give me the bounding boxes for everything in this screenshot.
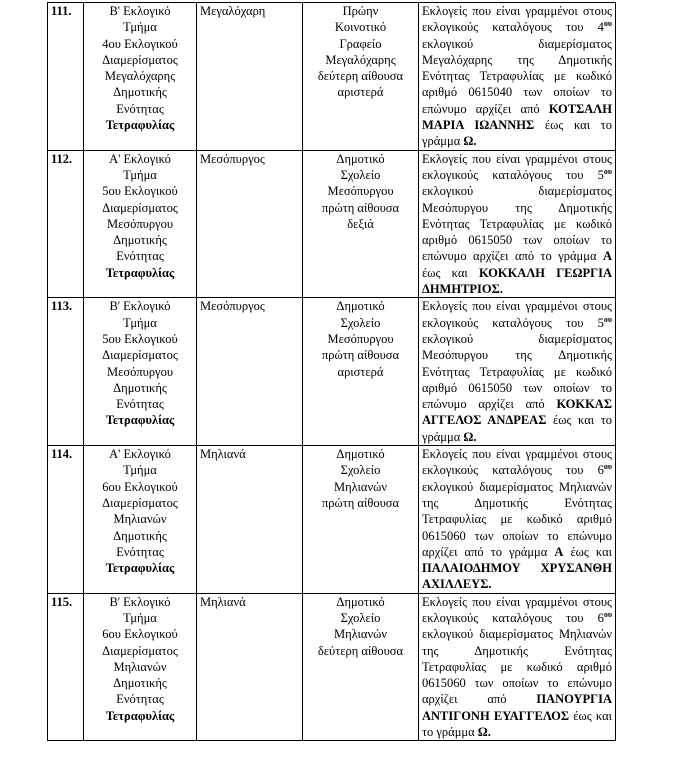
location-line: αριστερά [337,85,384,100]
section-line: Μεσόπυργου [106,364,174,379]
electoral-section-cell [84,150,197,298]
section-line: 6ου Εκλογικού [102,479,178,494]
section-line: Μηλιανών [113,659,167,674]
location-line: Πρώην [342,4,379,18]
ordinal-suffix: ου [603,166,612,176]
desc-text: εκλογικού διαμερίσματος Μεγαλόχαρης της Δημοτικής Ενότητας Τετραφυλίας με κωδικό αριθμό 0615040 των οποίων το επώνυμο αρχίζει από [422,36,612,116]
voters-description-cell [419,298,616,446]
location-line: δεύτερη αίθουσα [317,69,404,84]
surname-range-start: Α [554,544,564,559]
row-number: 115. [48,593,84,741]
section-line: Τμήμα [123,20,157,35]
location-line: Δημοτικό [336,447,385,462]
table-row [48,446,616,594]
location-line: Μεγαλόχαρης [325,52,396,67]
section-line: Μεσόπυργου [106,216,174,231]
ordinal-suffix: ου [603,462,612,472]
table-row [48,298,616,446]
voters-description-cell [419,150,616,298]
location-line: Μεσόπυργου [327,184,394,199]
voters-description-cell [419,446,616,594]
surname-range-end: Ω. [463,134,477,149]
location-line: Μηλιανών [333,627,387,642]
section-line: Διαμερίσματος [102,200,178,215]
section-line: 5ου Εκλογικού [102,184,178,199]
location-line: Σχολείο [340,610,381,625]
location-line: Γραφείο [339,36,382,51]
electoral-section-cell [84,298,197,446]
section-line: Δημοτικής [113,233,167,248]
location-cell [303,298,419,446]
desc-text: εκλογικού διαμερίσματος Μηλιανών της Δημοτικής Ενότητας Τετραφυλίας με κωδικό αριθμό 0615060 των οποίων το επώνυμο αρχίζει από το γράμμα [422,479,612,559]
section-unit-name: Τετραφυλίας [105,708,175,723]
section-unit-name: Τετραφυλίας [105,118,175,133]
location-line: Δημοτικό [336,299,385,314]
section-unit-name: Τετραφυλίας [105,265,175,280]
section-line: Β' Εκλογικό [109,299,171,314]
desc-text: εκλογικού διαμερίσματος Μεσόπυργου της Δημοτικής Ενότητας Τετραφυλίας με κωδικό αριθμό 0615050 των οποίων το επώνυμο αρχίζει από το γράμμα [422,184,612,264]
electoral-section-cell [84,446,197,594]
surname-range-end: Ω. [477,725,491,740]
desc-text: Εκλογείς που είναι γραμμένοι στους εκλογικούς καταλόγους του 5 [422,299,612,330]
section-line: Β' Εκλογικό [109,4,171,18]
row-number: 112. [48,150,84,298]
section-line: Δημοτικής [113,676,167,691]
location-cell [303,593,419,741]
desc-punctuation: . [499,282,503,297]
section-line: Δημοτικής [113,528,167,543]
location-line: Σχολείο [340,463,381,478]
section-line: Α' Εκλογικό [109,447,171,462]
section-line: Τμήμα [123,610,157,625]
area-cell: Μεσόπυργος [197,298,303,446]
desc-text: έως και το γράμμα [422,413,612,444]
surname-range-start: ΚΟΤΣΑΛΗ ΜΑΡΙΑ ΙΩΑΝΝΗΣ [422,101,612,133]
desc-text: εκλογικού διαμερίσματος Μηλιανών της Δημοτικής Ενότητας Τετραφυλίας με κωδικό αριθμό 0615060 των οποίων το επώνυμο αρχίζει από [422,627,612,707]
surname-range-start: ΠΑΝΟΥΡΓΙΑ ΑΝΤΙΓΟΝΗ ΕΥΑΓΓΕΛΟΣ [422,692,612,723]
surname-range-end: ΠΑΛΑΙΟΔΗΜΟΥ ΧΡΥΣΑΝΘΗ ΑΧΙΛΛΕΥΣ [422,561,612,592]
polling-stations-table [47,2,616,741]
row-number: 114. [48,446,84,594]
location-line: Σχολείο [340,315,381,330]
section-line: 5ου Εκλογικού [102,331,178,346]
desc-text: έως και το γράμμα [422,118,612,149]
location-line: Δημοτικό [336,594,385,609]
section-line: Ενότητας [116,249,164,264]
section-line: Ενότητας [116,101,164,116]
location-line: Δημοτικό [336,151,385,166]
area-cell: Μηλιανά [197,446,303,594]
location-line: πρώτη αίθουσα [321,495,400,510]
section-line: Ενότητας [116,397,164,412]
desc-text: έως και το γράμμα [422,708,613,740]
surname-range-start: Α [602,249,612,264]
section-line: Μηλιανών [113,512,167,527]
surname-range-end: ΚΟΚΚΑΛΗ ΓΕΩΡΓΙΑ ΔΗΜΗΤΡΙΟΣ [422,265,612,297]
ordinal-suffix: ου [603,19,612,29]
electoral-section-cell [84,593,197,741]
section-line: Διαμερίσματος [102,643,178,658]
row-number: 111. [48,3,84,151]
section-unit-name: Τετραφυλίας [105,561,175,576]
section-line: Τμήμα [123,315,157,330]
location-line: Μεσόπυργου [327,331,394,346]
location-cell [303,150,419,298]
desc-text: έως και [422,265,468,280]
table-row [48,593,616,741]
section-line: Διαμερίσματος [102,52,178,67]
table-row [48,150,616,298]
ordinal-suffix: ου [603,609,612,619]
desc-text: Εκλογείς που είναι γραμμένοι στους εκλογικούς καταλόγους του 4 [422,4,612,35]
voters-description-cell [419,3,616,151]
desc-text: έως και [570,544,613,559]
location-line: πρώτη αίθουσα [321,348,400,363]
location-line: δεξιά [347,216,374,231]
location-line: Μηλιανών [333,479,387,494]
location-line: πρώτη αίθουσα [321,200,400,215]
area-cell: Μηλιανά [197,593,303,741]
location-cell [303,3,419,151]
voters-description-cell [419,593,616,741]
desc-text: εκλογικού διαμερίσματος Μεσόπυργου της Δημοτικής Ενότητας Τετραφυλίας με κωδικό αριθμό 0615050 των οποίων το επώνυμο αρχίζει από [422,331,612,412]
section-line: 6ου Εκλογικού [102,627,178,642]
location-line: Κοινοτικό [334,20,387,35]
section-line: Ενότητας [116,692,164,707]
desc-text: Εκλογείς που είναι γραμμένοι στους εκλογικούς καταλόγους του 6 [422,594,612,625]
location-cell [303,446,419,594]
row-number: 113. [48,298,84,446]
location-line: αριστερά [337,364,384,379]
section-line: Α' Εκλογικό [109,151,171,166]
section-line: Τμήμα [123,463,157,478]
table-row [48,3,616,151]
section-line: Μεγαλόχαρης [104,69,176,84]
section-unit-name: Τετραφυλίας [105,413,175,428]
location-line: Σχολείο [340,167,381,182]
section-line: 4ου Εκλογικού [102,36,178,51]
area-cell: Μεγαλόχαρη [197,3,303,151]
section-line: Δημοτικής [113,380,167,395]
desc-text: Εκλογείς που είναι γραμμένοι στους εκλογικούς καταλόγους του 6 [422,447,612,478]
section-line: Β' Εκλογικό [109,594,171,609]
desc-punctuation: . [488,577,492,592]
section-line: Ενότητας [116,544,164,559]
surname-range-start: ΚΟΚΚΑΣ ΑΓΓΕΛΟΣ ΑΝΔΡΕΑΣ [422,397,612,428]
section-line: Διαμερίσματος [102,348,178,363]
surname-range-end: Ω. [463,429,477,444]
ordinal-suffix: ου [603,314,612,324]
section-line: Δημοτικής [113,85,167,100]
location-line: δεύτερη αίθουσα [317,643,404,658]
area-cell: Μεσόπυργος [197,150,303,298]
desc-text: Εκλογείς που είναι γραμμένοι στους εκλογικούς καταλόγους του 5 [422,151,612,182]
section-line: Τμήμα [123,167,157,182]
electoral-section-cell [84,3,197,151]
section-line: Διαμερίσματος [102,495,178,510]
